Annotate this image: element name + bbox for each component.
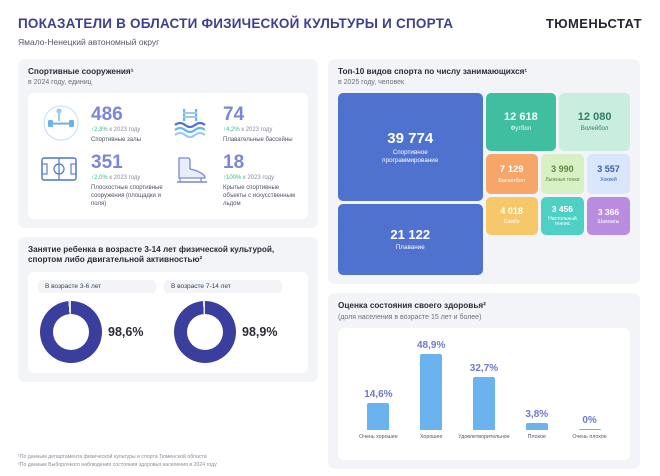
top-sports-subtitle: в 2025 году, человек	[338, 79, 405, 87]
facility-gym-delta: ↑2,3% к 2023 году	[91, 127, 141, 134]
facilities-subtitle: в 2024 году, единиц	[28, 79, 92, 87]
treemap-left	[338, 93, 483, 275]
treemap-tile-swimming: 21 122 Плавание	[338, 204, 483, 275]
health-title: Оценка состояния своего здоровья²	[338, 301, 486, 311]
kids-pills	[34, 280, 302, 293]
treemap-tile-table-tennis: 3 456 Настольный теннис	[541, 197, 584, 235]
facilities-row-2	[36, 149, 300, 212]
facilities-row-1	[36, 101, 300, 149]
facilities-card	[18, 59, 318, 227]
facility-field-value: 351	[91, 152, 123, 174]
facility-ice-delta: ↑100% к 2023 году	[223, 175, 275, 182]
footnotes	[18, 454, 217, 470]
facility-item-gym	[36, 101, 168, 149]
treemap-tile-football: 12 618 Футбол	[486, 93, 557, 151]
facility-field-label: Плоскостные спортивные сооружения (площадки и поля)	[91, 185, 163, 207]
facility-ice-meta	[223, 151, 298, 208]
bar-bad	[526, 423, 548, 430]
gym-icon	[38, 103, 84, 143]
facility-gym-value: 486	[91, 104, 123, 126]
bar-chart	[346, 334, 622, 430]
facility-ice-label: Крытые спортивные объекты с искусственным льдом	[223, 185, 295, 207]
pool-icon	[170, 103, 216, 143]
facility-item-pool	[168, 101, 300, 149]
kids-donuts	[34, 301, 302, 363]
bar-label-very-bad: Очень плохое	[572, 433, 607, 440]
treemap-tile-chess: 3 366 Шахматы	[587, 197, 630, 235]
health-body	[338, 328, 630, 460]
facility-gym-meta	[91, 103, 141, 145]
bar-item-very-good: 14,6%	[352, 334, 404, 430]
bar-item-bad: 3,8%	[511, 334, 563, 430]
health-subtitle: (доля населения в возрасте 15 лет и более)	[338, 313, 482, 321]
left-column	[18, 59, 318, 469]
bar-label-bad: Плохое	[527, 433, 546, 440]
treemap-tile-hockey: 3 557 Хоккей	[587, 154, 630, 194]
page-subtitle: Ямало-Ненецкий автономный округ	[18, 37, 160, 48]
treemap-right	[486, 93, 631, 275]
treemap-row-1	[486, 93, 631, 151]
footnote-1: ¹По данным департамента физической культуры и спорта Тюменской области	[18, 454, 207, 461]
treemap-chart	[338, 93, 630, 275]
donut-chart-7-14	[174, 301, 236, 363]
kids-donut-3-6	[34, 301, 168, 363]
facility-pool-delta: ↑4,2% к 2023 году	[223, 127, 273, 134]
kids-donut-7-14	[168, 301, 302, 363]
kids-value-3-6: 98,6%	[108, 325, 144, 340]
page-header	[18, 16, 642, 47]
top-sports-card	[328, 59, 640, 284]
health-card	[328, 293, 640, 468]
treemap-row-3	[486, 197, 631, 235]
treemap-tile-volleyball: 12 080 Волейбол	[559, 93, 630, 151]
kids-body	[28, 272, 308, 373]
treemap-tile-ski: 3 990 Лыжные гонки	[541, 154, 584, 194]
kids-value-7-14: 98,9%	[242, 325, 278, 340]
brand-logo: ТЮМЕНЬСТАТ	[545, 16, 642, 31]
facility-pool-value: 74	[223, 104, 245, 126]
top-sports-title: Топ-10 видов спорта по числу занимающихся¹	[338, 67, 528, 77]
treemap-row-2	[486, 154, 631, 194]
bar-label-satisfactory: Удовлетворительное	[458, 433, 510, 440]
cards-grid	[18, 59, 642, 469]
field-icon	[38, 151, 84, 191]
kids-pill-7-14: В возрасте 7-14 лет	[164, 280, 282, 293]
facilities-body	[28, 93, 308, 218]
treemap-tile-programming: 39 774 Спортивное программирование	[338, 93, 483, 201]
facility-field-delta: ↑2,0% к 2023 году	[91, 175, 141, 182]
bar-label-very-good: Очень хорошее	[359, 433, 398, 440]
skate-icon	[170, 151, 216, 191]
facility-pool-meta	[223, 103, 293, 145]
treemap-tile-basketball: 7 129 Баскетбол	[486, 154, 538, 194]
facilities-title: Спортивные сооружения¹	[28, 67, 134, 77]
bar-very-bad	[579, 429, 601, 430]
facility-ice-value: 18	[223, 152, 245, 174]
page-title: ПОКАЗАТЕЛИ В ОБЛАСТИ ФИЗИЧЕСКОЙ КУЛЬТУРЫ И СПОРТА	[18, 16, 454, 31]
kids-activity-card	[18, 237, 318, 383]
donut-chart-3-6	[40, 301, 102, 363]
bar-axis-labels	[346, 430, 622, 441]
kids-pill-3-6: В возрасте 3-6 лет	[38, 280, 156, 293]
bar-label-good: Хорошее	[419, 433, 443, 440]
bar-very-good	[367, 403, 389, 430]
bar-item-very-bad: 0%	[564, 334, 616, 430]
right-column	[328, 59, 640, 469]
treemap-tile-sambo: 4 018 Самбо	[486, 197, 538, 235]
bar-good	[420, 354, 442, 430]
facility-pool-label: Плавательные бассейны	[223, 137, 293, 144]
facility-item-ice	[168, 149, 300, 212]
bar-item-good: 48,9%	[405, 334, 457, 430]
bar-satisfactory	[473, 377, 495, 430]
facility-gym-label: Спортивные залы	[91, 137, 141, 144]
kids-title: Занятие ребенка в возрасте 3-14 лет физической культурой, спортом либо двигательной активностью²	[28, 244, 275, 264]
footnote-2: ²По данным Выборочного наблюдения состояния здоровья населения в 2024 году	[18, 462, 217, 469]
facility-item-field	[36, 149, 168, 212]
bar-item-satisfactory: 32,7%	[458, 334, 510, 430]
facility-field-meta	[91, 151, 166, 208]
